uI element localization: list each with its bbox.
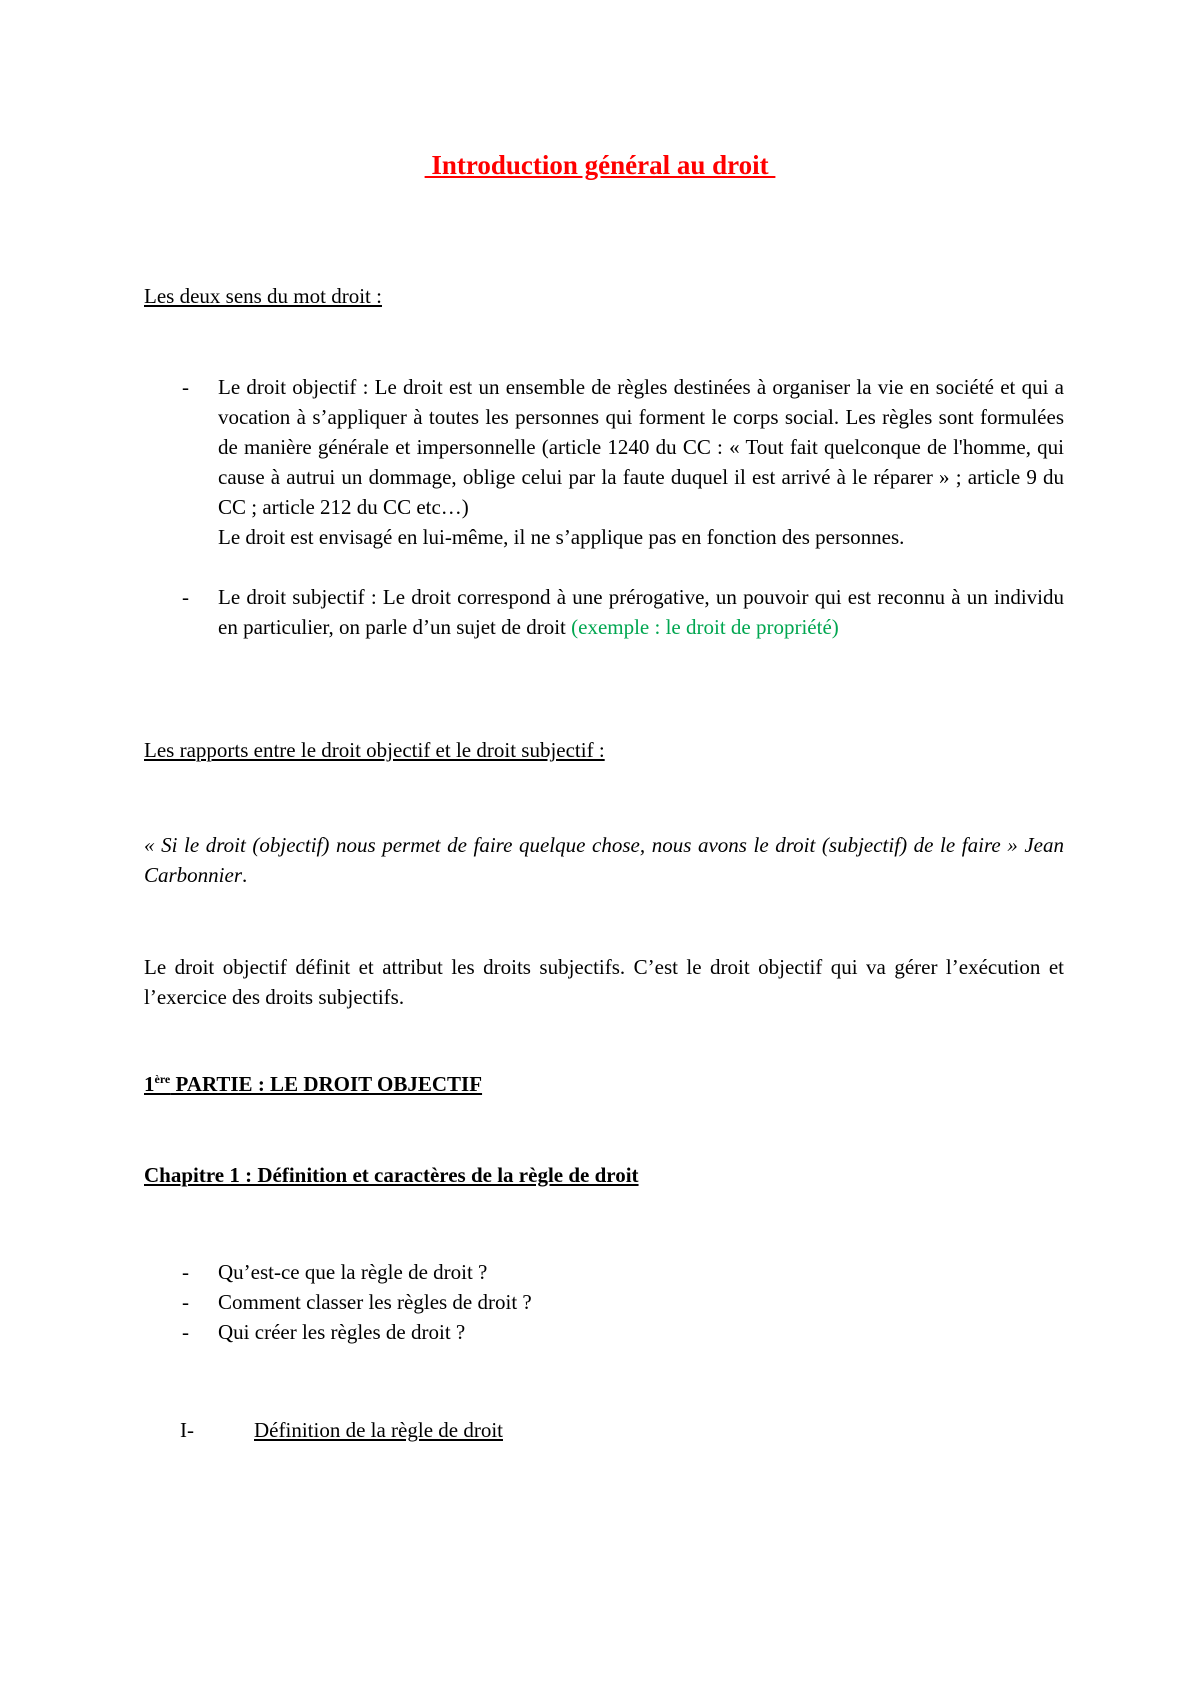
bullet-dash: -: [182, 585, 189, 609]
list-item: [144, 1287, 1064, 1317]
question-text: Qu’est-ce que la règle de droit ?: [218, 1260, 488, 1284]
droit-objectif-note: Le droit est envisagé en lui-même, il ne s’applique pas en fonction des personnes.: [218, 525, 905, 549]
section-heading-rapports: Les rapports entre le droit objectif et le droit subjectif :: [144, 738, 605, 762]
example-text: (exemple : le droit de propriété): [571, 615, 839, 639]
document-title: Introduction général au droit: [424, 150, 776, 180]
quote-end: .: [242, 863, 248, 887]
list-item: [144, 1317, 1064, 1347]
list-item: [144, 1257, 1064, 1287]
questions-list: [144, 1257, 1064, 1347]
section-label: Définition de la règle de droit: [254, 1418, 503, 1442]
bullet-dash: -: [182, 1320, 189, 1344]
list-item-droit-subjectif: [144, 582, 1064, 642]
question-text: Qui créer les règles de droit ?: [218, 1320, 466, 1344]
partie-superscript: ère: [154, 1072, 171, 1086]
partie-title: PARTIE : LE DROIT OBJECTIF: [170, 1072, 483, 1096]
section-heading-deux-sens: Les deux sens du mot droit :: [144, 284, 382, 308]
section-i-heading: [180, 1418, 503, 1443]
chapitre-heading: Chapitre 1 : Définition et caractères de la règle de droit: [144, 1163, 639, 1187]
bullet-list-deux-sens: [144, 372, 1064, 642]
bullet-dash: -: [182, 1290, 189, 1314]
body-paragraph-rapports: Le droit objectif définit et attribut les droits subjectifs. C’est le droit objectif qui va gérer l’exécution et l’exercice des droits subjectifs.: [144, 955, 1064, 1009]
partie-heading: [144, 1072, 482, 1097]
droit-subjectif-text: Le droit subjectif : Le droit correspond à une prérogative, un pouvoir qui est reconnu à un individu en particulier, on parle d’un sujet de droit: [218, 585, 1064, 639]
bullet-dash: -: [182, 375, 189, 399]
section-number: I-: [180, 1418, 194, 1442]
droit-objectif-text: Le droit objectif : Le droit est un ensemble de règles destinées à organiser la vie en société et qui a vocation à s’appliquer à toutes les personnes qui forment le corps social. Les règles sont formulées de manière générale et impersonnelle (article 1240 du CC : « Tout fait quelconque de l'homme, qui cause à autrui un dommage, oblige celui par la faute duquel il est arrivé à le réparer » ; article 9 du CC ; article 212 du CC etc…): [218, 375, 1064, 519]
list-item-droit-objectif: [144, 372, 1064, 552]
partie-number: 1: [144, 1072, 155, 1096]
quote-carbonnier: « Si le droit (objectif) nous permet de faire quelque chose, nous avons le droit (subjectif) de le faire » Jean Carbonnier: [144, 833, 1064, 887]
quote-paragraph: [144, 830, 1064, 890]
bullet-dash: -: [182, 1260, 189, 1284]
question-text: Comment classer les règles de droit ?: [218, 1290, 532, 1314]
